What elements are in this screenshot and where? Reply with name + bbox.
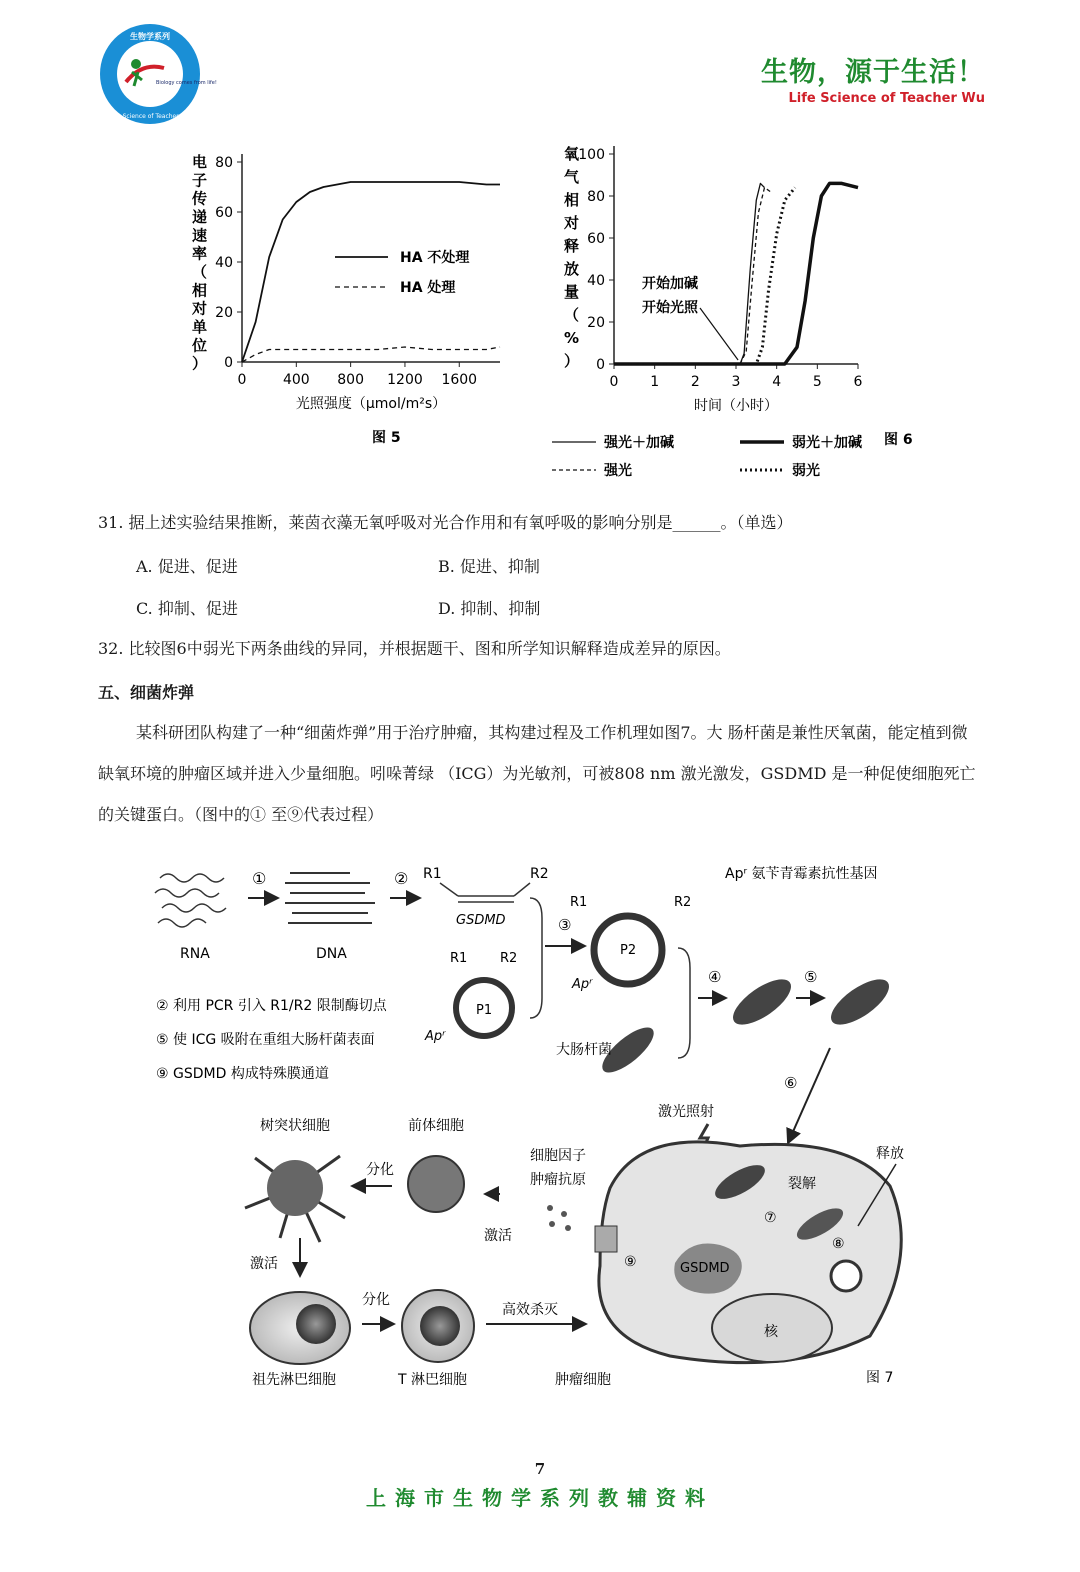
cytokine-label: 细胞因子 bbox=[530, 1148, 586, 1164]
series-line-2 bbox=[242, 347, 500, 362]
page-number: 7 bbox=[534, 1460, 546, 1478]
x-tick-label: 6 bbox=[853, 374, 863, 390]
ecoli-label: 大肠杆菌 bbox=[556, 1042, 612, 1058]
x-axis-label: 时间（小时） bbox=[694, 398, 778, 414]
precursor-cell-icon bbox=[408, 1156, 464, 1212]
r2-label-p2: R2 bbox=[674, 895, 692, 910]
step-9: ⑨ bbox=[624, 1254, 637, 1270]
y-tick-label: 0 bbox=[224, 355, 233, 371]
tumor-antigen-label: 肿瘤抗原 bbox=[530, 1172, 586, 1188]
series-line-2 bbox=[614, 183, 858, 364]
option-d: D. 抑制、抑制 bbox=[438, 599, 541, 618]
r2-label-gene: R2 bbox=[530, 866, 549, 882]
note-2: ② 利用 PCR 引入 R1/R2 限制酶切点 bbox=[156, 998, 387, 1014]
figure-7-label: 图 7 bbox=[866, 1370, 894, 1386]
option-c: C. 抑制、促进 bbox=[136, 599, 238, 618]
section-title: 五、细菌炸弹 bbox=[98, 683, 195, 702]
annotation-text: 开始光照 bbox=[642, 300, 698, 316]
r1-label-gene: R1 bbox=[423, 866, 442, 882]
legend-entry: HA 不处理 bbox=[400, 250, 470, 266]
vesicle-icon bbox=[831, 1261, 861, 1291]
membrane-channel-icon bbox=[595, 1226, 617, 1252]
legend-entry: 强光＋加碱 bbox=[604, 435, 674, 451]
x-axis-label: 光照强度（μmol/m²s） bbox=[295, 396, 447, 412]
apr-label-p2: Apʳ bbox=[572, 977, 593, 992]
gsdmd-gene-label: GSDMD bbox=[456, 913, 506, 928]
slogan-sub: Life Science of Teacher Wu bbox=[788, 91, 985, 106]
step-5: ⑤ bbox=[804, 968, 818, 986]
step-7: ⑦ bbox=[764, 1210, 777, 1226]
section-paragraph: 某科研团队构建了一种“细菌炸弹”用于治疗肿瘤，其构建过程及工作机理如图7。大 肠杆菌是兼性厌氧菌，能定植到微缺氧环境的肿瘤区域并进入少量细胞。吲哚菁绿 （ICG）为光敏剂，可被808 nm 激光激发，GSDMD 是一种促使细胞死亡的关键蛋白。（图中的① 至⑨代表过程） bbox=[98, 723, 976, 824]
y-tick-label: 100 bbox=[578, 147, 605, 163]
x-tick-label: 0 bbox=[609, 374, 619, 390]
x-tick-label: 1200 bbox=[387, 372, 423, 388]
cytokine-dots-icon bbox=[547, 1205, 571, 1231]
y-tick-label: 80 bbox=[587, 189, 605, 205]
note-9: ⑨ GSDMD 构成特殊膜通道 bbox=[156, 1066, 329, 1082]
question-32: 32. 比较图6中弱光下两条曲线的异同，并根据题干、图和所学知识解释造成差异的原因。 bbox=[98, 639, 731, 658]
legend-entry: 弱光 bbox=[792, 463, 820, 479]
option-a: A. 促进、促进 bbox=[136, 557, 238, 576]
step-4: ④ bbox=[708, 968, 722, 986]
y-tick-label: 40 bbox=[587, 273, 605, 289]
r1-label-p2: R1 bbox=[570, 895, 588, 910]
annotation-text: 开始加碱 bbox=[642, 276, 698, 292]
figure-label: 图 5 bbox=[372, 430, 401, 446]
chart-figure-5 bbox=[191, 153, 500, 446]
series-line-1 bbox=[242, 182, 500, 362]
rna-label: RNA bbox=[180, 946, 210, 962]
plasmid-p1-label: P1 bbox=[476, 1003, 493, 1018]
rna-icon bbox=[155, 874, 226, 927]
lysis-label: 裂解 bbox=[788, 1176, 816, 1192]
x-tick-label: 2 bbox=[690, 374, 700, 390]
y-tick-label: 20 bbox=[215, 305, 233, 321]
legend-entry: 强光 bbox=[604, 463, 632, 479]
logo bbox=[98, 22, 217, 126]
y-tick-label: 40 bbox=[215, 255, 233, 271]
legend-entry: HA 处理 bbox=[400, 280, 456, 296]
apr-label-p1: Apʳ bbox=[425, 1029, 446, 1044]
tumor-cell-label: 肿瘤细胞 bbox=[555, 1372, 611, 1388]
y-axis-label: 氧气相对释放量（%） bbox=[564, 145, 580, 370]
y-tick-label: 0 bbox=[596, 357, 605, 373]
option-b: B. 促进、抑制 bbox=[438, 557, 540, 576]
x-tick-label: 1 bbox=[650, 374, 660, 390]
figure-label: 图 6 bbox=[884, 432, 913, 448]
legend-entry: 弱光＋加碱 bbox=[792, 435, 862, 451]
dendritic-label: 树突状细胞 bbox=[260, 1118, 330, 1134]
apr-legend: Apʳ 氨苄青霉素抗性基因 bbox=[725, 866, 878, 882]
logo-ring-text: Life Science of Teacher Wu bbox=[109, 113, 191, 120]
precursor-label: 前体细胞 bbox=[408, 1118, 464, 1134]
ecoli-icg-icon bbox=[824, 971, 896, 1033]
x-tick-label: 3 bbox=[731, 374, 741, 390]
y-tick-label: 60 bbox=[587, 231, 605, 247]
step-6: ⑥ bbox=[784, 1074, 798, 1092]
activate-label-1: 激活 bbox=[484, 1228, 512, 1244]
note-5: ⑤ 使 ICG 吸附在重组大肠杆菌表面 bbox=[156, 1032, 375, 1048]
x-tick-label: 5 bbox=[812, 374, 822, 390]
question-31: 31. 据上述实验结果推断，莱茵衣藻无氧呼吸对光合作用和有氧呼吸的影响分别是______。（单选） bbox=[98, 513, 793, 532]
t-cell-label: T 淋巴细胞 bbox=[398, 1372, 468, 1388]
differentiate-label-1: 分化 bbox=[366, 1162, 394, 1178]
differentiate-label-2: 分化 bbox=[362, 1292, 390, 1308]
logo-top-text: 生物学系列 bbox=[130, 32, 170, 41]
gsdmd-gene-icon bbox=[440, 883, 530, 902]
x-tick-label: 1600 bbox=[441, 372, 478, 388]
r1-label-p1: R1 bbox=[450, 951, 468, 966]
annotation-arrow bbox=[700, 308, 738, 360]
x-tick-label: 0 bbox=[237, 372, 247, 388]
plasmid-p2-label: P2 bbox=[620, 943, 637, 958]
activate-label-2: 激活 bbox=[250, 1256, 278, 1272]
footer-series: 上海市生物学系列教辅资料 bbox=[366, 1486, 714, 1510]
step-8: ⑧ bbox=[832, 1236, 845, 1252]
gsdmd-protein-label: GSDMD bbox=[680, 1261, 730, 1276]
dna-label: DNA bbox=[316, 946, 347, 962]
progenitor-label: 祖先淋巴细胞 bbox=[252, 1372, 336, 1388]
header-slogan bbox=[761, 50, 985, 106]
ecoli-recombinant-icon bbox=[726, 971, 798, 1033]
dna-icon bbox=[285, 873, 375, 923]
step-1: ① bbox=[252, 869, 267, 888]
x-tick-label: 800 bbox=[337, 372, 364, 388]
logo-center-text: Biology comes from life! bbox=[156, 80, 217, 86]
nucleus-label: 核 bbox=[764, 1324, 778, 1340]
step-2: ② bbox=[394, 869, 409, 888]
release-label: 释放 bbox=[876, 1146, 904, 1162]
laser-label: 激光照射 bbox=[658, 1104, 714, 1120]
y-tick-label: 60 bbox=[215, 205, 233, 221]
kill-label: 高效杀灭 bbox=[502, 1302, 558, 1318]
series-line-1 bbox=[614, 183, 765, 364]
figure-7 bbox=[140, 858, 940, 1398]
dendritic-cell-icon bbox=[245, 1156, 345, 1242]
chart-figure-6 bbox=[552, 145, 913, 479]
x-tick-label: 4 bbox=[772, 374, 782, 390]
y-tick-label: 80 bbox=[215, 155, 233, 171]
x-tick-label: 400 bbox=[282, 372, 310, 388]
y-tick-label: 20 bbox=[587, 315, 605, 331]
y-axis-label: 电子传递速率（相对单位） bbox=[192, 153, 208, 373]
r2-label-p1: R2 bbox=[500, 951, 518, 966]
charts-figure-row bbox=[0, 140, 1080, 490]
slogan-main: 生物，源于生活！ bbox=[761, 57, 985, 88]
step-3: ③ bbox=[558, 916, 572, 934]
